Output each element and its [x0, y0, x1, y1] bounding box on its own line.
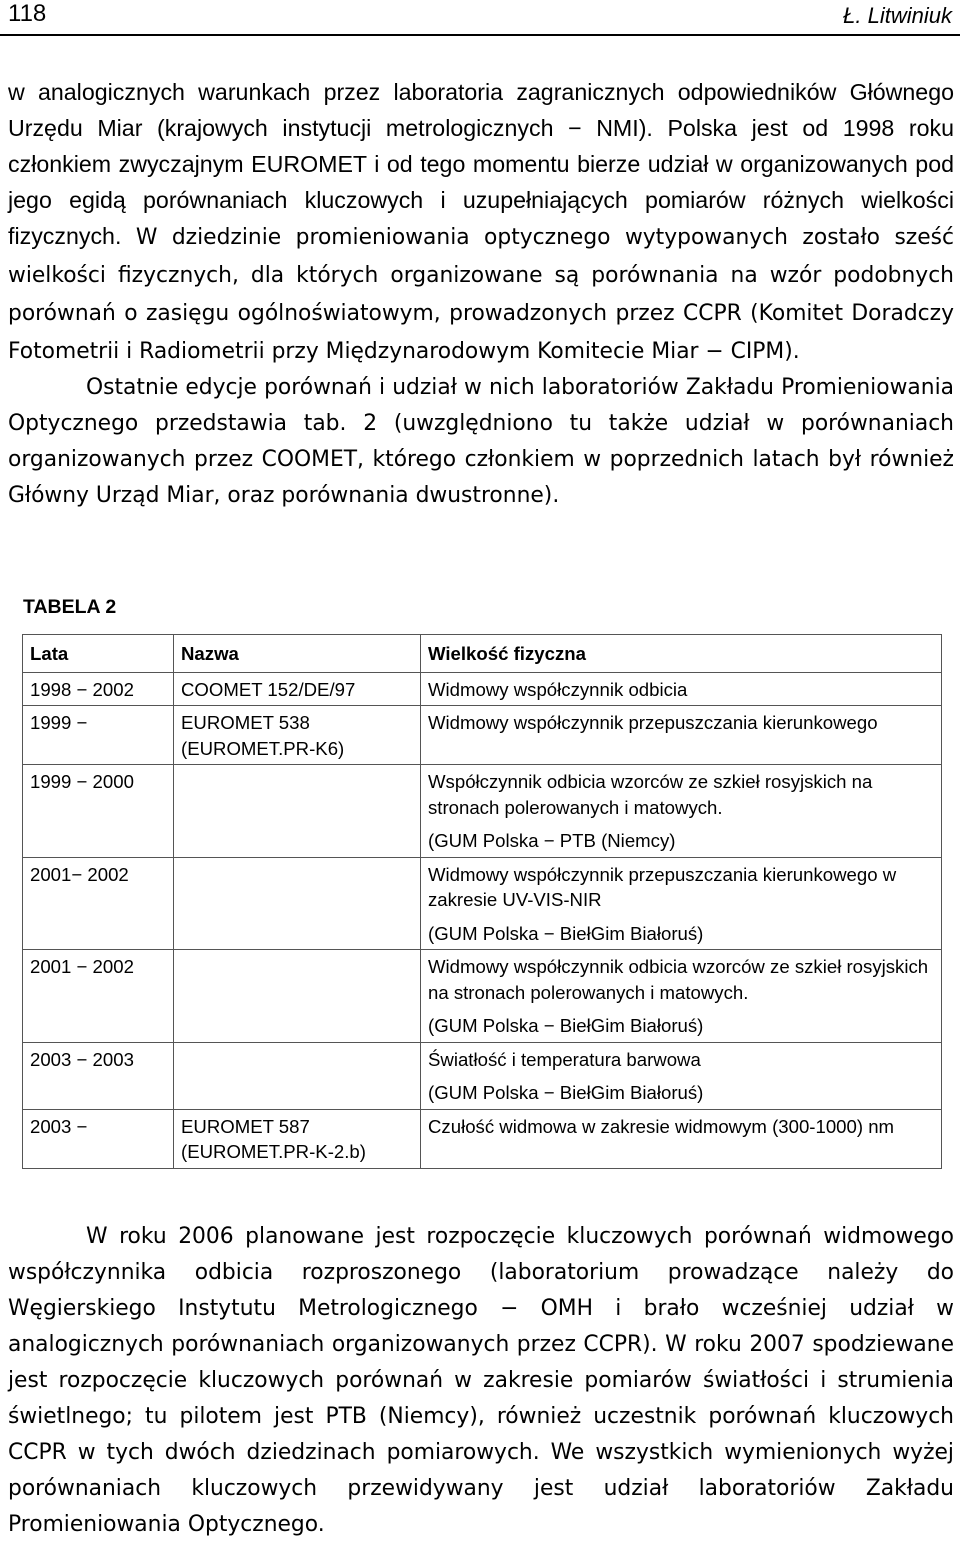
cell-years: 1999 − [23, 706, 174, 765]
cell-quantity-text: Widmowy współczynnik przepuszczania kierunkowego w zakresie UV-VIS-NIR [428, 863, 897, 910]
cell-years: 2003 − [23, 1109, 174, 1168]
paragraph-1 [8, 74, 954, 370]
cell-quantity-note: (GUM Polska − BiełGim Białoruś) [428, 1015, 704, 1036]
cell-years: 1998 − 2002 [23, 672, 174, 706]
cell-name [174, 950, 421, 1043]
cell-quantity [421, 1042, 942, 1109]
cell-name [174, 1042, 421, 1109]
cell-quantity-note: (GUM Polska − BiełGim Białoruś) [428, 922, 704, 944]
paragraph-1-part-1: w analogicznych warunkach przez laboratoria zagranicznych odpowiedników Głównego Urzędu Miar (krajowych instytucji metrologicznych − NMI). Polska jest od 1998 roku członkiem zwyczajnym EUROMET i od tego momentu bierze udział w organizowanych pod jego egidą porównaniach kluczowych i uzupełniających pomiarów różnych wielkości fizycznych. [8, 79, 954, 249]
paragraph-1-part-2: W dziedzinie promieniowania optycznego wytypowanych zostało sześć wielkości fizycznych, dla których organizowane są porównania na wzór podobnych porównań o zasięgu ogólnoświatowym, prowadzonych przez CCPR (Komitet Doradczy Fotometrii i Radiometrii przy Międzynarodowym Komitecie Miar − CIPM). [8, 225, 954, 364]
table-row [23, 857, 942, 950]
header-name: Nazwa [174, 635, 421, 673]
cell-name [174, 857, 421, 950]
table-row [23, 672, 942, 706]
cell-years: 1999 − 2000 [23, 765, 174, 858]
header-years: Lata [23, 635, 174, 673]
table-row [23, 950, 942, 1043]
cell-name [174, 1109, 421, 1168]
page-number: 118 [8, 0, 47, 27]
cell-quantity [421, 950, 942, 1043]
cell-quantity: Czułość widmowa w zakresie widmowym (300-1000) nm [421, 1109, 942, 1168]
cell-quantity-text: Światłość i temperatura barwowa [428, 1048, 701, 1070]
paragraph-2: Ostatnie edycje porównań i udział w nich laboratoriów Zakładu Promieniowania Optycznego przedstawia tab. 2 (uwzględniono tu także udział w porównaniach organizowanych przez COOMET, którego członkiem w poprzednich latach był również Główny Urząd Miar, oraz porównania dwustronne). [8, 375, 954, 508]
cell-name-line: EUROMET 538 [181, 712, 310, 733]
cell-name-line: COOMET 152/DE/97 [181, 678, 356, 700]
table-row [23, 1042, 942, 1109]
cell-name [174, 672, 421, 706]
cell-quantity-text: Widmowy współczynnik odbicia wzorców ze szkieł rosyjskich na stronach polerowanych i matowych. [428, 956, 929, 1003]
cell-name [174, 706, 421, 765]
table-row [23, 765, 942, 858]
header-quantity: Wielkość fizyczna [421, 635, 942, 673]
cell-quantity: Widmowy współczynnik przepuszczania kierunkowego [421, 706, 942, 765]
cell-years: 2003 − 2003 [23, 1042, 174, 1109]
header-rule [0, 34, 960, 36]
comparisons-table [22, 634, 942, 1169]
cell-quantity: Widmowy współczynnik odbicia [421, 672, 942, 706]
table-row [23, 706, 942, 765]
cell-name-line: (EUROMET.PR-K-2.b) [181, 1141, 366, 1162]
table-header-row [23, 635, 942, 673]
cell-name-line: EUROMET 587 [181, 1115, 310, 1137]
running-head-author: Ł. Litwiniuk [843, 3, 952, 28]
table-row [23, 1109, 942, 1168]
cell-name-line: (EUROMET.PR-K6) [181, 737, 345, 759]
cell-years: 2001 − 2002 [23, 950, 174, 1043]
cell-name [174, 765, 421, 858]
page-header [0, 0, 960, 37]
cell-quantity [421, 765, 942, 858]
body-paragraphs-top [8, 74, 954, 514]
cell-years: 2001− 2002 [23, 857, 174, 950]
table-title: TABELA 2 [23, 596, 117, 618]
cell-quantity-note: (GUM Polska − PTB (Niemcy) [428, 830, 676, 851]
paragraph-3: W roku 2006 planowane jest rozpoczęcie kluczowych porównań widmowego współczynnika odbicia rozproszonego (laboratorium prowadzące należy do Węgierskiego Instytutu Metrologicznego − OMH i brało wcześniej udział w analogicznych porównaniach organizowanych przez CCPR). W roku 2007 spodziewane jest rozpoczęcie kluczowych porównań w zakresie pomiarów światłości i strumienia świetlnego; tu pilotem jest PTB (Niemcy), również uczestnik porównań kluczowych CCPR w tych dwóch dziedzinach pomiarowych. We wszystkich wymienionych wyżej porównaniach kluczowych przewidywany jest udział laboratoriów Zakładu Promieniowania Optycznego. [8, 1224, 954, 1537]
cell-quantity [421, 857, 942, 950]
cell-quantity-text: Współczynnik odbicia wzorców ze szkieł rosyjskich na stronach polerowanych i matowych. [428, 771, 873, 818]
cell-quantity-note: (GUM Polska − BiełGim Białoruś) [428, 1082, 704, 1103]
